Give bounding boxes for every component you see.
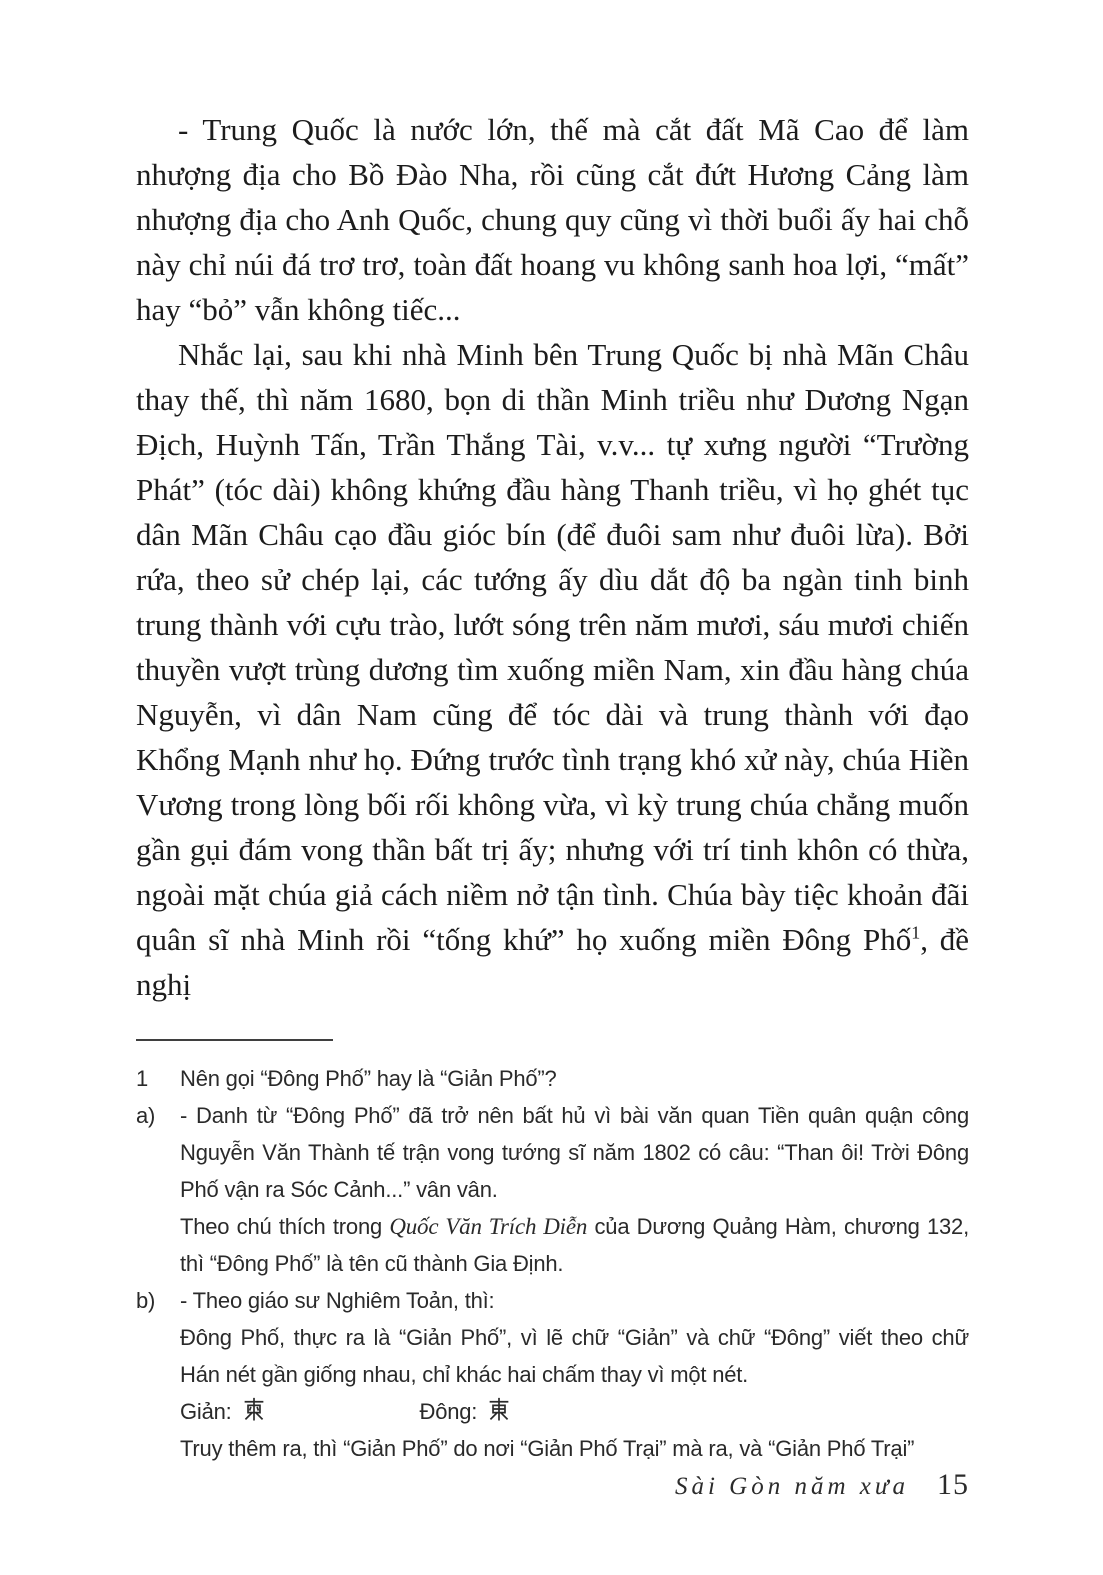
body-paragraph: Nhắc lại, sau khi nhà Minh bên Trung Quốc bị nhà Mãn Châu thay thế, thì năm 1680, bọn di thần Minh triều như Dương Ngạn Địch, Huỳnh Tấn, Trần Thắng Tài, v.v... tự xưng người “Trường Phát” (tóc dài) không khứng đầu hàng Thanh triều, vì họ ghét tục dân Mãn Châu cạo đầu gióc bín (để đuôi sam như đuôi lừa). Bởi rứa, theo sử chép lại, các tướng ấy dìu dắt độ ba ngàn tinh binh trung thành với cựu trào, lướt sóng trên năm mươi, sáu mươi chiến thuyền vượt trùng dương tìm xuống miền Nam, xin đầu hàng chúa Nguyễn, vì dân Nam cũng để tóc dài và trung thành với đạo Khổng Mạnh như họ. Đứng trước tình trạng khó xử này, chúa Hiền Vương trong lòng bối rối không vừa, vì kỳ trung chúa chẳng muốn gần gụi đám vong thần bất trị ấy; nhưng với trí tinh khôn có thừa, ngoài mặt chúa giả cách niềm nở tận tình. Chúa bày tiệc khoản đãi quân sĩ nhà Minh rồi “tống khứ” họ xuống miền Đông Phố$^1$, đề nghị: [136, 337, 970, 1002]
footnote-marker: 1: [136, 1066, 149, 1091]
footnote-marker: a): [136, 1103, 156, 1128]
body-text: [136, 107, 969, 1007]
body-paragraph: - Trung Quốc là nước lớn, thế mà cắt đất Mã Cao để làm nhượng địa cho Bồ Đào Nha, rồi cũng cắt đứt Hương Cảng làm nhượng địa cho Anh Quốc, chung quy cũng vì thời buổi ấy hai chỗ này chỉ núi đá trơ trơ, toàn đất hoang vu không sanh hoa lợi, “mất” hay “bỏ” vẫn không tiếc...: [136, 112, 969, 327]
footnote-content: [180, 1097, 969, 1282]
footnote-ref: 1: [911, 922, 921, 943]
footnote-content: [180, 1282, 969, 1467]
page-footer: [675, 1468, 969, 1502]
footnote-item: [136, 1060, 969, 1097]
footnote-paragraph: Giản: Đông:: [180, 1393, 969, 1430]
footnote-paragraph: - Danh từ “Đông Phố” đã trở nên bất hủ vì bài văn quan Tiền quân quận công Nguyễn Văn Thành tế trận vong tướng sĩ năm 1802 có câu: “Than ôi! Trời Đông Phố vận ra Sóc Cảnh...” vân vân.: [180, 1103, 969, 1202]
footnote-separator: [136, 1039, 333, 1041]
han-character: [241, 1396, 267, 1422]
footnote-item: [136, 1097, 969, 1282]
footnotes-list: [136, 1060, 969, 1467]
footnote-paragraph: Theo chú thích trong Quốc Văn Trích Diễn của Dương Quảng Hàm, chương 132, thì “Đông Phố” là tên cũ thành Gia Định.: [180, 1214, 969, 1276]
cited-work-title: Quốc Văn Trích Diễn: [389, 1214, 588, 1239]
footnote-item: [136, 1282, 969, 1467]
footnote-marker: b): [136, 1288, 156, 1313]
page-number: 15: [937, 1468, 969, 1501]
han-character: [486, 1396, 512, 1422]
footnote-paragraph: Truy thêm ra, thì “Giản Phố” do nơi “Giản Phố Trại” mà ra, và “Giản Phố Trại”: [180, 1436, 915, 1461]
footnote-paragraph: Nên gọi “Đông Phố” hay là “Giản Phố”?: [180, 1066, 557, 1091]
footnote-paragraph: Đông Phố, thực ra là “Giản Phố”, vì lẽ chữ “Giản” và chữ “Đông” viết theo chữ Hán nét gần giống nhau, chỉ khác hai chấm thay vì một nét.: [180, 1325, 969, 1387]
running-title: Sài Gòn năm xưa: [674, 1473, 909, 1500]
footnote-paragraph: - Theo giáo sư Nghiêm Toản, thì:: [180, 1288, 495, 1313]
footnote-content: [180, 1060, 969, 1097]
